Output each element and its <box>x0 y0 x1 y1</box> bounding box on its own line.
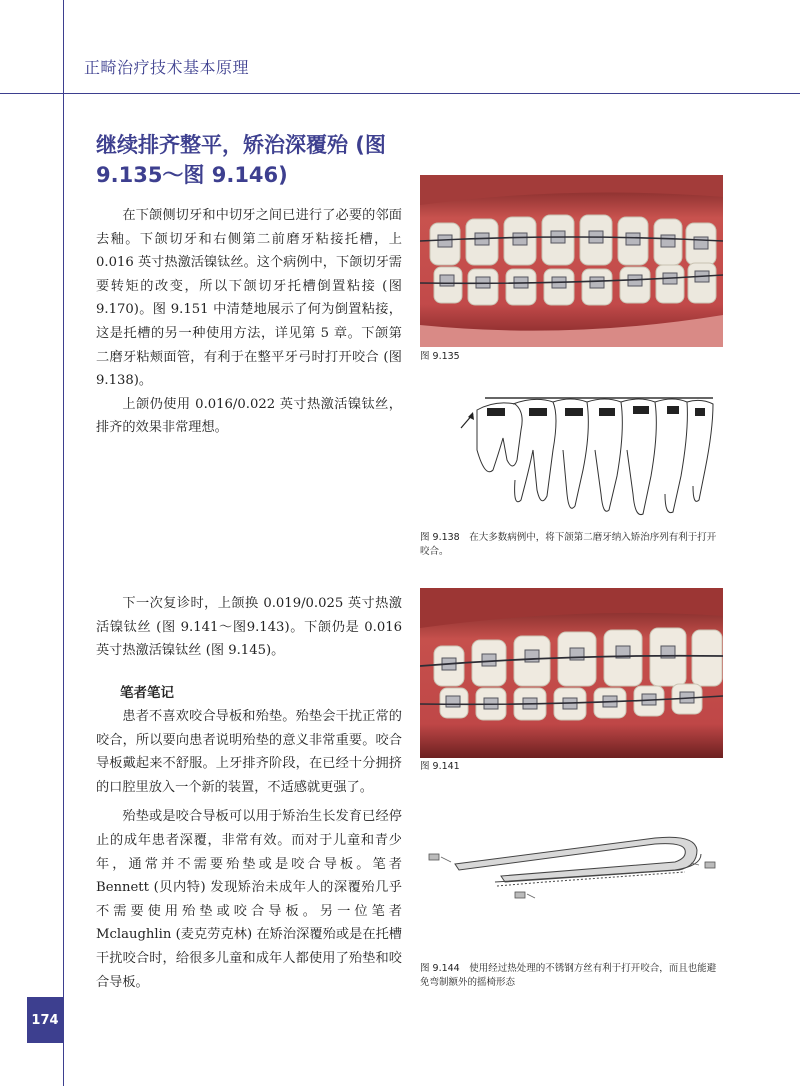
page-number: 174 <box>27 997 63 1043</box>
body-text-group-1 <box>96 204 402 440</box>
paragraph: 下一次复诊时，上颌换 0.019/0.025 英寸热激活镍钛丝 (图 9.141～图9.143)。下颌仍是 0.016 英寸热激活镍钛丝 (图 9.145)。 <box>96 596 402 659</box>
margin-rule <box>63 0 64 1086</box>
paragraph: 在下颌侧切牙和中切牙之间已进行了必要的邻面去釉。下颌切牙和右侧第二前磨牙粘接托槽，上 0.016 英寸热激活镍钛丝。这个病例中，下颌切牙需要转矩的改变，所以下颌切牙托槽倒置粘接 (图 9.170)。图 9.151 中清楚地展示了何为倒置粘接，这是托槽的另一种使用方法，详见第 5 章。下颌第二磨牙粘颊面管，有利于在整平牙弓时打开咬合 (图 9.138)。 <box>96 208 402 389</box>
header-rule <box>0 93 800 94</box>
body-text-group-2 <box>96 592 402 663</box>
figure-9-144-caption: 图 9.144 使用经过热处理的不锈钢方丝有利于打开咬合，而且也能避免弯制额外的摇椅形态 <box>420 963 717 988</box>
figure-9-135-photo <box>420 175 723 347</box>
figure-9-141-photo <box>420 588 723 758</box>
author-notes-heading: 笔者笔记 <box>120 685 174 701</box>
paragraph: 上颌仍使用 0.016/0.022 英寸热激活镍钛丝，排齐的效果非常理想。 <box>96 396 402 436</box>
author-notes-body <box>96 705 402 994</box>
figure-9-138-caption: 图 9.138 在大多数病例中，将下颌第二磨牙纳入矫治序列有利于打开咬合。 <box>420 532 717 557</box>
figure-9-135-caption: 图 9.135 <box>420 351 460 362</box>
figure-9-141-caption: 图 9.141 <box>420 761 460 772</box>
paragraph: 患者不喜欢咬合导板和殆垫。殆垫会干扰正常的咬合，所以要向患者说明殆垫的意义非常重要。咬合导板戴起来不舒服。上牙排齐阶段，在已经十分拥挤的口腔里放入一个新的装置，不适感就更强了。 <box>96 709 402 795</box>
section-title: 继续排齐整平，矫治深覆殆 (图9.135～图 9.146) <box>96 133 386 187</box>
paragraph: 殆垫或是咬合导板可以用于矫治生长发育已经停止的成年患者深覆，非常有效。而对于儿童和青少年，通常并不需要殆垫或是咬合导板。笔者 Bennett (贝内特) 发现矫治未成年人的深覆殆几乎不需要使用殆垫或咬合导板。另一位笔者 Mclaughlin (麦克劳克林) 在矫治深覆殆或是在托槽干扰咬合时，给很多儿童和成年人都使用了殆垫和咬合导板。 <box>96 809 402 990</box>
figure-9-138-diagram <box>455 390 725 520</box>
figure-9-144-illustration <box>425 830 725 910</box>
running-title: 正畸治疗技术基本原理 <box>84 58 250 77</box>
